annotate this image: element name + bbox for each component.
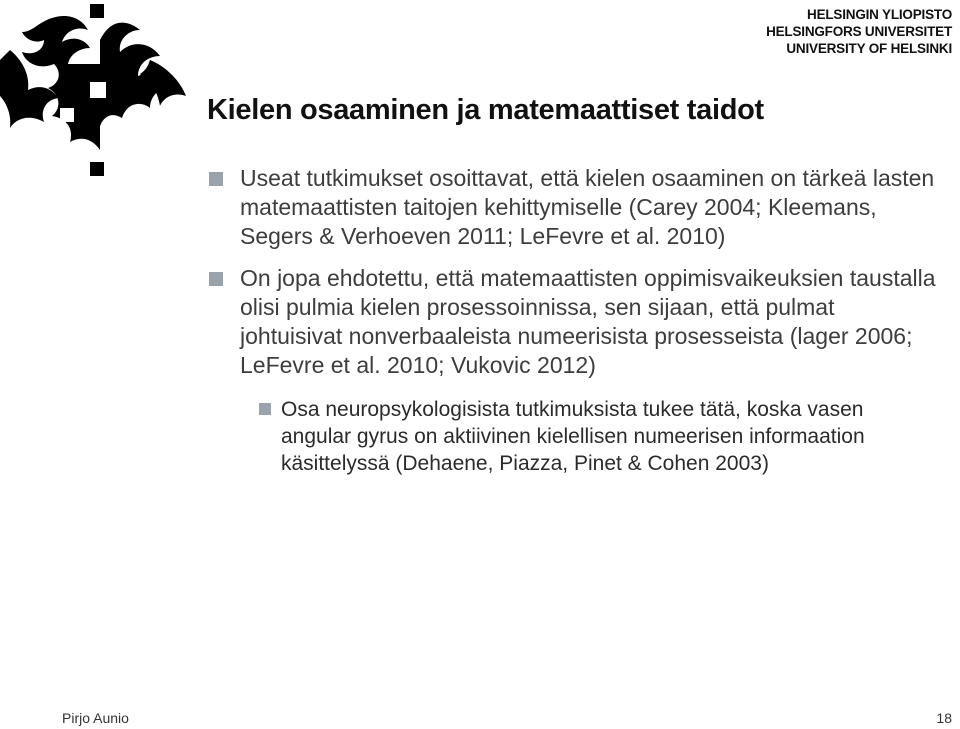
sub-bullet-text: Osa neuropsykologisista tutkimuksista tukee tätä, koska vasen angular gyrus on aktiivinen kielellisen numeerisen informaation käsittelyssä (Dehaene, Piazza, Pinet & Cohen 2003) [281,398,865,475]
slide-title: Kielen osaaminen ja matemaattiset taidot [207,94,764,126]
bullet-text: On jopa ehdotettu, että matemaattisten oppimisvaikeuksien taustalla olisi pulmia kielen prosessoinnissa, sen sijaan, että pulmat johtuisivat nonverbaaleista numeerisista prosesseista (lager 2006; LeFevre et al. 2010; Vukovic 2012) [240,265,936,378]
square-bullet-icon [209,172,223,186]
bullet-text: Useat tutkimukset osoittavat, että kielen osaaminen on tärkeä lasten matemaattisten taitojen kehittymiselle (Carey 2004; Kleemans, Segers & Verhoeven 2011; LeFevre et al. 2010) [240,165,935,249]
university-name-sv: HELSINGFORS UNIVERSITET [766,24,952,39]
university-logo-icon [0,0,200,200]
sub-bullet-item [259,396,921,477]
university-name-fi: HELSINGIN YLIOPISTO [807,7,952,22]
page-number: 18 [936,710,952,726]
footer-author: Pirjo Aunio [62,710,129,726]
square-bullet-icon [259,403,271,415]
square-bullet-icon [209,272,223,286]
bullet-item [209,264,939,380]
university-name-block [766,6,952,57]
university-name-en: UNIVERSITY OF HELSINKI [786,41,952,56]
bullet-item [209,164,939,251]
bullet-list [209,164,939,477]
